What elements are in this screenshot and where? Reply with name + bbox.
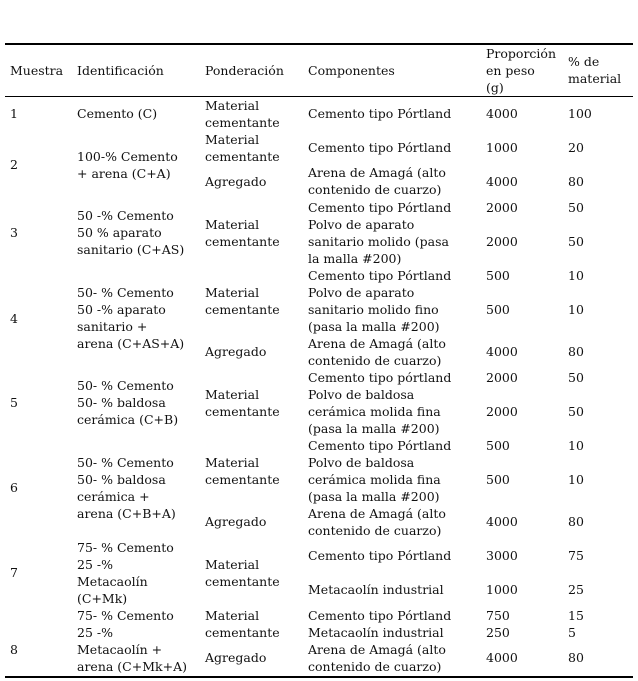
sample-number: 3 [10,225,18,240]
sample-identification: 50- % Cemento 50 -% aparato sanitario + arena (C+AS+A) [77,285,185,351]
component: Cemento tipo Pórtland [308,608,452,623]
material-percent: 75 [568,548,584,563]
weighting: Agregado [205,344,267,359]
material-percent: 5 [568,625,576,640]
sample-identification: 75- % Cemento 25 -% Metacaolín + arena (C+Mk+A) [77,608,187,674]
component: Metacaolín industrial [308,582,444,597]
component: Metacaolín industrial [308,625,444,640]
material-percent: 80 [568,174,584,189]
weighting: Material cementante [205,98,280,130]
material-percent: 80 [568,514,584,529]
weight-g: 1000 [486,582,518,597]
sample-identification: 50- % Cemento 50- % baldosa cerámica (C+B) [77,378,179,427]
header-identificacion: Identificación [77,63,164,78]
weighting: Material cementante [205,608,280,640]
component: Polvo de aparato sanitario molido (pasa la malla #200) [308,217,449,266]
component: Cemento tipo Pórtland [308,438,452,453]
component: Arena de Amagá (alto contenido de cuarzo) [308,506,446,538]
component: Cemento tipo Pórtland [308,200,452,215]
header-muestra: Muestra [10,63,64,78]
sample-number: 5 [10,395,18,410]
weighting: Material cementante [205,285,280,317]
component: Polvo de aparato sanitario molido fino (pasa la malla #200) [308,285,440,334]
sample-number: 2 [10,157,18,172]
material-percent: 10 [568,472,584,487]
weight-g: 250 [486,625,510,640]
material-percent: 15 [568,608,584,623]
material-percent: 50 [568,200,584,215]
weighting: Agregado [205,514,267,529]
component: Cemento tipo Pórtland [308,140,452,155]
weight-g: 4000 [486,106,518,121]
component: Arena de Amagá (alto contenido de cuarzo) [308,165,446,197]
material-percent: 50 [568,404,584,419]
material-percent: 50 [568,234,584,249]
header-porcentaje: % de material [568,54,622,86]
weighting: Material cementante [205,387,280,419]
weighting: Agregado [205,650,267,665]
component: Arena de Amagá (alto contenido de cuarzo) [308,642,446,674]
material-percent: 10 [568,438,584,453]
header-componentes: Componentes [308,63,395,78]
material-percent: 10 [568,268,584,283]
component: Cemento tipo Pórtland [308,548,452,563]
weight-g: 4000 [486,650,518,665]
sample-identification: 100-% Cemento + arena (C+A) [77,149,178,181]
header-rule [5,96,633,97]
material-percent: 25 [568,582,584,597]
material-percent: 20 [568,140,584,155]
weighting: Material cementante [205,455,280,487]
sample-number: 4 [10,311,18,326]
weight-g: 4000 [486,514,518,529]
component: Cemento tipo Pórtland [308,106,452,121]
weight-g: 500 [486,268,510,283]
component: Polvo de baldosa cerámica molida fina (pasa la malla #200) [308,387,441,436]
component: Arena de Amagá (alto contenido de cuarzo) [308,336,446,368]
weight-g: 500 [486,438,510,453]
header-ponderacion: Ponderación [205,63,284,78]
sample-identification: 75- % Cemento 25 -% Metacaolín (C+Mk) [77,540,174,606]
component: Cemento tipo pórtland [308,370,452,385]
sample-identification: 50 -% Cemento 50 % aparato sanitario (C+AS) [77,208,185,257]
material-percent: 100 [568,106,592,121]
material-percent: 80 [568,650,584,665]
weight-g: 500 [486,302,510,317]
weight-g: 4000 [486,174,518,189]
component: Cemento tipo Pórtland [308,268,452,283]
header-proporcion: Proporción en peso (g) [486,46,556,95]
weighting: Material cementante [205,217,280,249]
weight-g: 3000 [486,548,518,563]
weight-g: 500 [486,472,510,487]
weight-g: 2000 [486,200,518,215]
weight-g: 2000 [486,404,518,419]
weighting: Material cementante [205,557,280,589]
sample-identification: Cemento (C) [77,106,158,121]
weight-g: 2000 [486,370,518,385]
sample-number: 8 [10,642,18,657]
weight-g: 4000 [486,344,518,359]
material-percent: 80 [568,344,584,359]
sample-number: 7 [10,565,18,580]
sample-number: 1 [10,106,18,121]
weight-g: 2000 [486,234,518,249]
bottom-rule [5,676,633,678]
weighting: Material cementante [205,132,280,164]
weight-g: 1000 [486,140,518,155]
weight-g: 750 [486,608,510,623]
material-percent: 10 [568,302,584,317]
sample-identification: 50- % Cemento 50- % baldosa cerámica + arena (C+B+A) [77,455,176,521]
weighting: Agregado [205,174,267,189]
sample-number: 6 [10,480,18,495]
material-percent: 50 [568,370,584,385]
component: Polvo de baldosa cerámica molida fina (pasa la malla #200) [308,455,441,504]
